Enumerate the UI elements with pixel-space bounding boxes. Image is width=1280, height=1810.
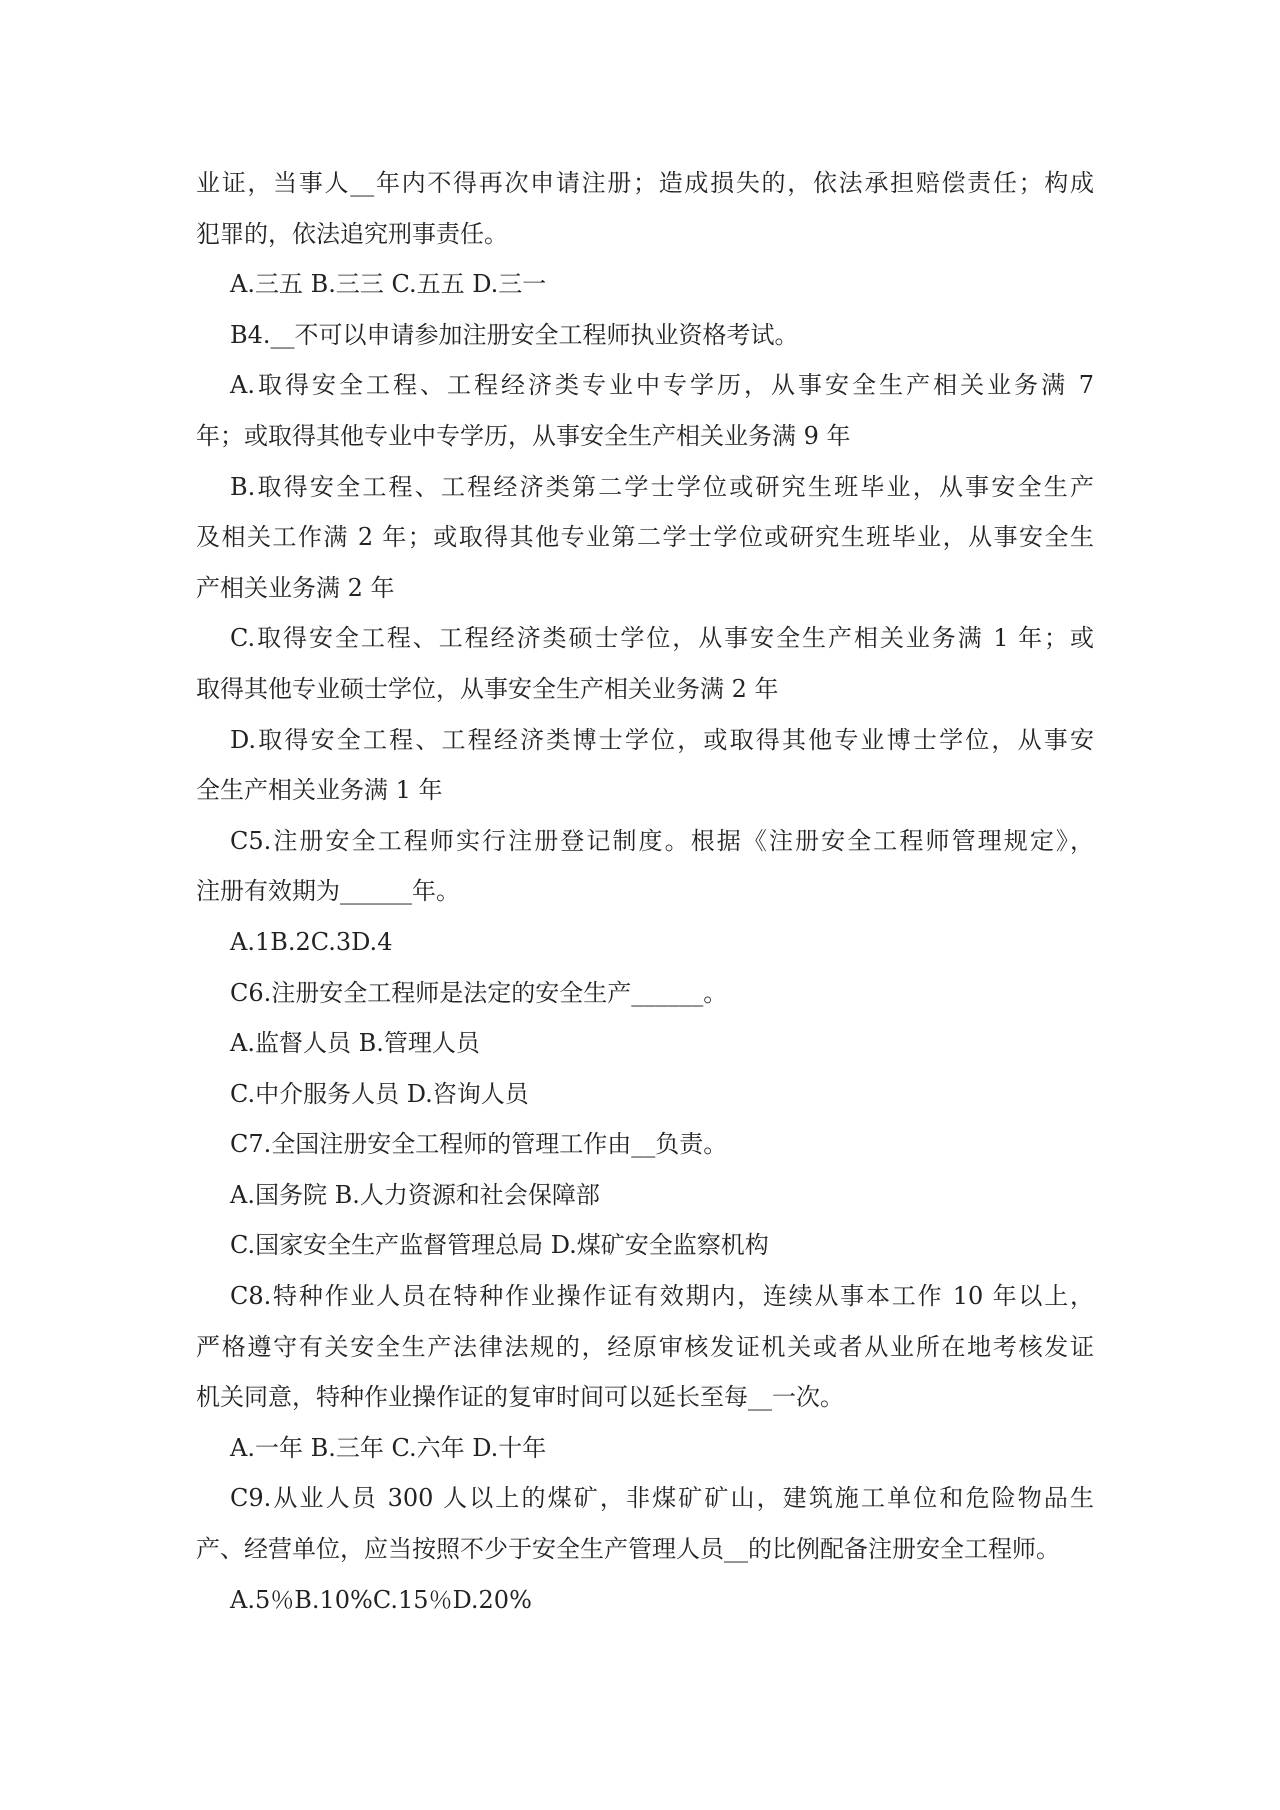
- text-line: 业证，当事人__年内不得再次申请注册；造成损失的，依法承担赔偿责任；构成: [196, 169, 1094, 197]
- text-line: C.取得安全工程、工程经济类硕士学位，从事安全生产相关业务满 1 年；或: [230, 624, 1094, 653]
- text-line: A.1B.2C.3D.4: [230, 927, 393, 956]
- text-line: C.中介服务人员 D.咨询人员: [230, 1079, 529, 1108]
- text-line: D.取得安全工程、工程经济类博士学位，或取得其他专业博士学位，从事安: [230, 725, 1094, 754]
- text-line: 产、经营单位，应当按照不少于安全生产管理人员__的比例配备注册安全工程师。: [196, 1535, 1060, 1564]
- paragraph: [196, 1018, 1094, 1069]
- paragraph: [196, 816, 1094, 917]
- paragraph: [196, 158, 1094, 259]
- text-line: A.5％B.10%C.15％D.20%: [230, 1585, 532, 1614]
- text-line: A.三五 B.三三 C.五五 D.三一: [230, 270, 547, 299]
- paragraph: [196, 462, 1094, 614]
- paragraph: [196, 1473, 1094, 1574]
- paragraph: [196, 1220, 1094, 1271]
- text-line: A.监督人员 B.管理人员: [230, 1029, 480, 1058]
- text-line: B.取得安全工程、工程经济类第二学士学位或研究生班毕业，从事安全生产: [230, 472, 1094, 501]
- text-line: 年；或取得其他专业中专学历，从事安全生产相关业务满 9 年: [196, 421, 851, 450]
- paragraph: [196, 1119, 1094, 1170]
- paragraph: [196, 1170, 1094, 1221]
- paragraph: [196, 968, 1094, 1019]
- text-line: 及相关工作满 2 年；或取得其他专业第二学士学位或研究生班毕业，从事安全生: [196, 523, 1094, 552]
- text-line: C8.特种作业人员在特种作业操作证有效期内，连续从事本工作 10 年以上，: [230, 1282, 1094, 1311]
- text-line: B4.__不可以申请参加注册安全工程师执业资格考试。: [230, 320, 799, 349]
- text-line: C5.注册安全工程师实行注册登记制度。根据《注册安全工程师管理规定》，: [230, 826, 1094, 855]
- text-line: 取得其他专业硕士学位，从事安全生产相关业务满 2 年: [196, 674, 779, 703]
- paragraph: [196, 917, 1094, 968]
- paragraph: [196, 259, 1094, 310]
- text-line: A.取得安全工程、工程经济类专业中专学历，从事安全生产相关业务满 7: [230, 371, 1094, 400]
- text-line: A.国务院 B.人力资源和社会保障部: [230, 1180, 600, 1209]
- paragraph: [196, 613, 1094, 714]
- text-line: 严格遵守有关安全生产法律法规的，经原审核发证机关或者从业所在地考核发证: [196, 1332, 1094, 1361]
- text-line: C6.注册安全工程师是法定的安全生产______。: [230, 978, 728, 1007]
- text-line: C7.全国注册安全工程师的管理工作由__负责。: [230, 1130, 728, 1159]
- text-line: 注册有效期为______年。: [196, 877, 460, 906]
- document-page: [196, 158, 1094, 1625]
- text-line: 全生产相关业务满 1 年: [196, 776, 443, 805]
- paragraph: [196, 310, 1094, 361]
- text-line: 产相关业务满 2 年: [196, 573, 395, 602]
- paragraph: [196, 1423, 1094, 1474]
- text-line: 犯罪的，依法追究刑事责任。: [196, 219, 508, 248]
- paragraph: [196, 1575, 1094, 1626]
- text-line: 机关同意，特种作业操作证的复审时间可以延长至每__一次。: [196, 1383, 844, 1412]
- paragraph: [196, 1271, 1094, 1423]
- paragraph: [196, 360, 1094, 461]
- paragraph: [196, 715, 1094, 816]
- text-line: C9.从业人员 300 人以上的煤矿，非煤矿矿山，建筑施工单位和危险物品生: [230, 1484, 1094, 1513]
- paragraph: [196, 1069, 1094, 1120]
- text-line: C.国家安全生产监督管理总局 D.煤矿安全监察机构: [230, 1231, 769, 1260]
- text-line: A.一年 B.三年 C.六年 D.十年: [230, 1433, 547, 1462]
